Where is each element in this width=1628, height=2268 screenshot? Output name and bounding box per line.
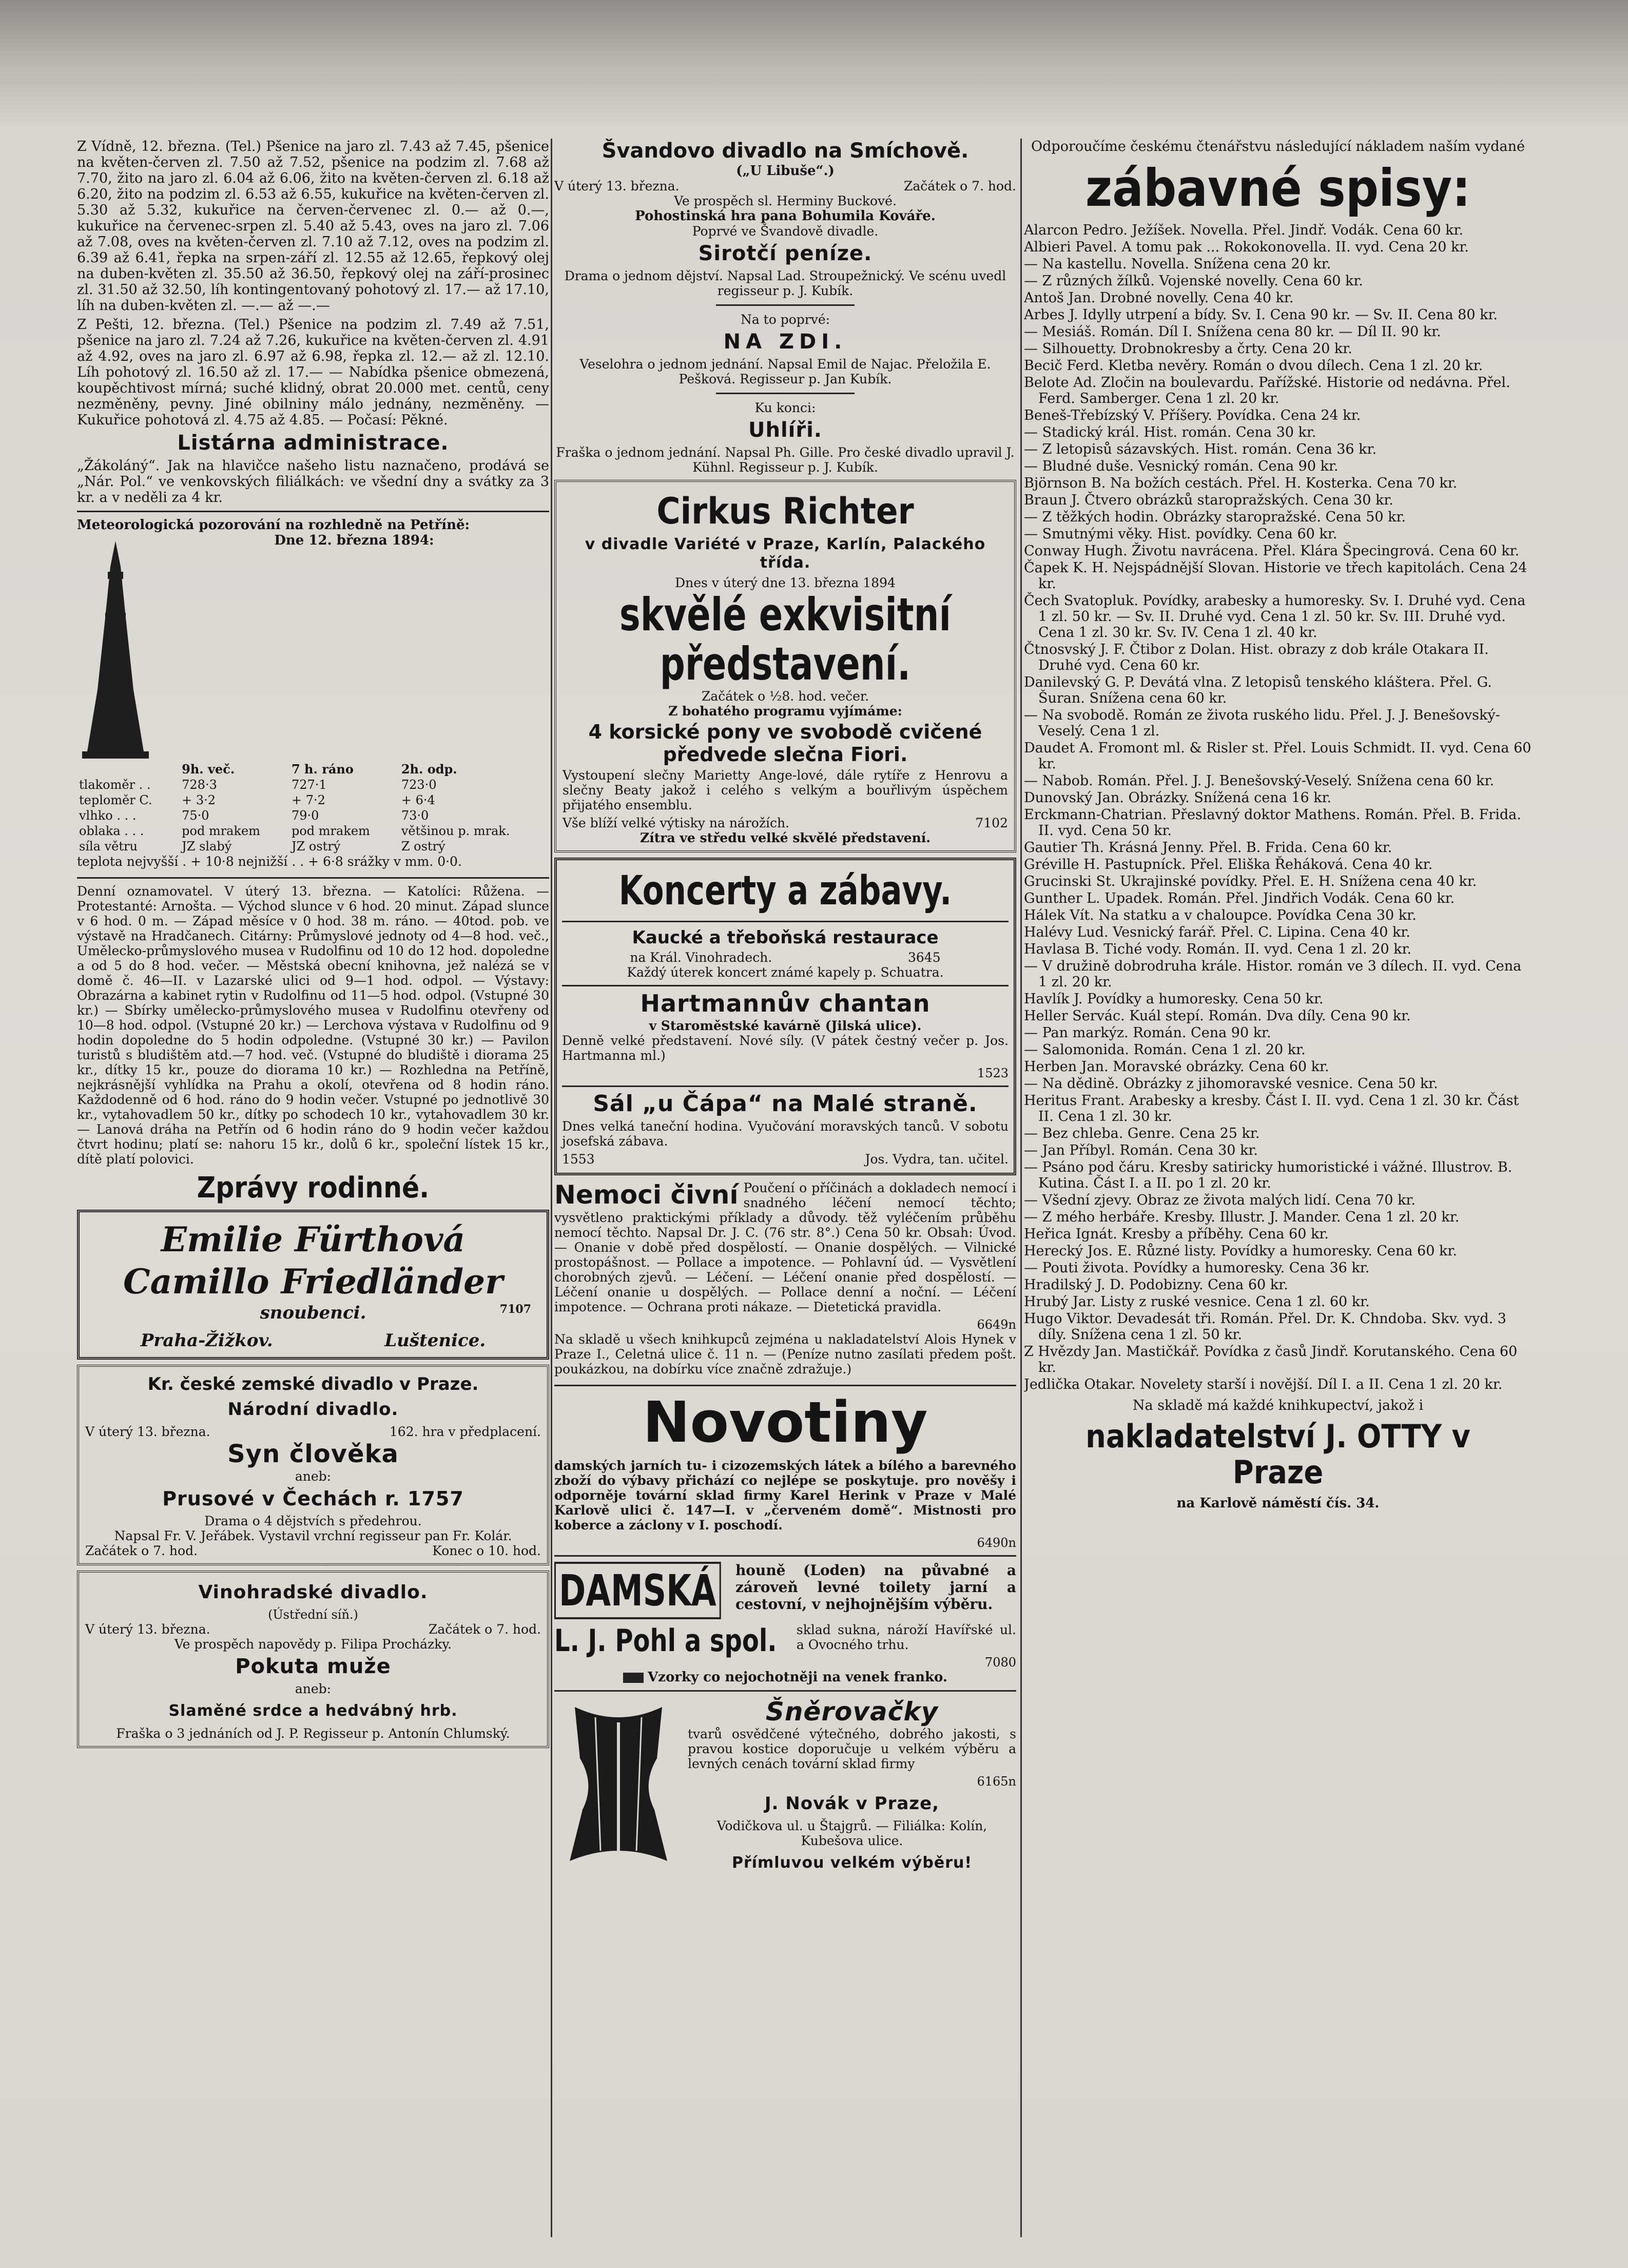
meteo-col-head: 2h. odp. bbox=[401, 762, 457, 777]
play2-desc: Veselohra o jednom jednání. Napsal Emil de Najac. Přeložila E. Pešková. Regisseur p. Jan Kubík. bbox=[579, 357, 991, 386]
book-text: Poučení o příčinách a dokladech nemocí i snadného léčení nemocí těchto; vysvětleno praktickými příklady a důvody. těž vyléčením průběhu nemocí těchto. Napsal Dr. J. C. (76 str. 8°.) Cena 50 kr. Obsah: Úvod. — Onanie v době před dospělostí. — Onanie dospělých. — Vilnické prostopášnost. — Pollace a impotence. — Pohlavní úd. — Vysvětlení chorobných zjevů. — Léčení. — Léčení onanie před dospělostí. — Léčení onanie u dospělých. — Pollace denní a noční. — Léčení impotence. — Ochrana proti nákaze. — Dietetická pravidla. bbox=[554, 1180, 1016, 1314]
market-report-pest: Z Pešti, 12. března. (Tel.) Pšenice na podzim zl. 7.49 až 7.51, pšenice na jaro zl. 7.24 až 7.26, kukuřice na květen-červen zl. 4.91 až 4.92, oves na jaro zl. 6.97 až 6.98, řepka zl. 12.— až zl. 12.10. Líh pohotový zl. 16.50 až zl. 17.— — Nabídka pšenice obmezená, koupěchtivost mírná; suché klidný, obrat 20.000 met. centů, ceny nezměněny, pevny. Jiné obilniny málo jednány, nezměněny. — Kukuřice pohotová zl. 4.75 až 4.85. — Počasí: Pěkné. bbox=[77, 317, 549, 428]
ad-number: 7107 bbox=[499, 1303, 531, 1316]
play-title-2: Prusové v Čechách r. 1757 bbox=[162, 1487, 464, 1510]
book-entry: Hálek Vít. Na statku a v chaloupce. Povídka Cena 30 kr. bbox=[1024, 907, 1417, 923]
book-title: Nemoci čivní bbox=[554, 1180, 739, 1210]
concert3-text: Dnes velká taneční hodina. Vyučování moravských tanců. V sobotu josefská zábava. bbox=[562, 1119, 1009, 1149]
book-entry: Havlík J. Povídky a humoresky. Cena 50 kr. bbox=[1024, 991, 1324, 1007]
pohl-text: sklad sukna, nároží Havířské ul. a Ovocného trhu. bbox=[796, 1622, 1016, 1652]
book-list bbox=[1024, 222, 1532, 1392]
circus-text: Vystoupení slečny Marietty Ange-lové, dále rytíře z Henrovu a slečny Beaty jakož i celého s velkým a bouřlivým úspěchem přijatého ensemblu. bbox=[563, 768, 1008, 812]
engagement-places bbox=[85, 1330, 541, 1351]
book-entry: Erckmann-Chatrian. Přeslavný doktor Mathens. Román. Přel. B. Frida. II. vyd. Cena 50 kr. bbox=[1024, 807, 1521, 839]
snero-firm: J. Novák v Praze, bbox=[764, 1793, 940, 1814]
meteo-col-head: 7 h. ráno bbox=[291, 762, 354, 777]
concert3-title: Sál „u Čápa“ na Malé straně. bbox=[593, 1091, 978, 1117]
book-entry: — Z různých žílků. Vojenské novelly. Cena 60 kr. bbox=[1024, 273, 1363, 289]
meteo-cell: 73·0 bbox=[401, 808, 429, 823]
book-entry: Havlasa B. Tiché vody. Román. II. vyd. Cena 1 zl. 20 kr. bbox=[1024, 941, 1412, 957]
end-time: Konec o 10. hod. bbox=[432, 1543, 541, 1558]
meteo-table bbox=[77, 762, 549, 854]
meteo-row-label: síla větru bbox=[79, 839, 138, 854]
theatre-subtitle: Národní divadlo. bbox=[227, 1399, 399, 1420]
book-entry: Dunovský Jan. Obrázky. Snížená cena 16 kr. bbox=[1024, 790, 1332, 806]
start-time: Začátek o 7. hod. bbox=[85, 1543, 198, 1558]
divider bbox=[554, 1555, 1016, 1557]
snero-addr: Vodičkova ul. u Štajgrů. — Filiálka: Kolín, Kubešova ulice. bbox=[716, 1818, 987, 1848]
play-title: Syn člověka bbox=[227, 1440, 399, 1468]
meteo-row bbox=[77, 839, 549, 854]
meteo-header-row bbox=[77, 762, 549, 777]
svandovo-benefit: Ve prospěch sl. Herminy Buckové. bbox=[674, 193, 897, 208]
book-entry: — Pan markýz. Román. Cena 90 kr. bbox=[1024, 1025, 1271, 1041]
circus-richter-ad bbox=[554, 480, 1016, 852]
book-entry: Halévy Lud. Vesnický farář. Přel. C. Lipina. Cena 40 kr. bbox=[1024, 924, 1410, 940]
meteo-extra: teplota nejvyšší . + 10·8 nejnižší . . + 6·8 srážky v mm. 0·0. bbox=[77, 854, 462, 869]
book-entry: Heritus Frant. Arabesky a kresby. Část I. II. vyd. Cena 1 zl. 30 kr. Část II. Cena 1 zl. 30 kr. bbox=[1024, 1093, 1519, 1125]
concert1-title: Kaucké a třeboňská restaurace bbox=[632, 927, 939, 948]
snero-text: tvarů osvědčené výtečného, dobrého jakosti, s pravou kostice doporučuje u velkém výběru a levných cenách tovární sklad firmy bbox=[688, 1727, 1016, 1771]
meteo-row-label: oblaka . . . bbox=[79, 824, 144, 838]
meteo-row bbox=[77, 792, 549, 808]
divider bbox=[716, 304, 855, 306]
meteo-cell: 723·0 bbox=[401, 778, 437, 792]
play-or: aneb: bbox=[295, 1469, 332, 1484]
book-entry: Conway Hugh. Životu navrácena. Přel. Klára Špecingrová. Cena 60 kr. bbox=[1024, 543, 1520, 559]
theatre2-or: aneb: bbox=[295, 1681, 332, 1696]
column-left bbox=[77, 139, 549, 2237]
concert2-text: Denně velké představení. Nové síly. (V pátek čestný večer p. Jos. Hartmanna ml.) bbox=[562, 1033, 1009, 1063]
snerovacky-ad bbox=[554, 1697, 1016, 1878]
play1-desc: Drama o jednom dějství. Napsal Lad. Stroupežnický. Ve scénu uvedl regisseur p. J. Kubík. bbox=[564, 268, 1006, 298]
book-entry: — V družině dobrodruha krále. Histor. román ve 3 dílech. II. vyd. Cena 1 zl. 20 kr. bbox=[1024, 958, 1522, 990]
book-entry: Arbes J. Idylly utrpení a bídy. Sv. I. Cena 90 kr. — Sv. II. Cena 80 kr. bbox=[1024, 307, 1498, 323]
novotiny-heading: Novotiny bbox=[643, 1389, 928, 1455]
listarna-text: „Žákoláný“. Jak na hlavičce našeho listu naznačeno, prodává se „Nár. Pol.“ ve venkovských filiálkách: ve všední dny a svátky za 3 kr. a v neděli za 4 kr. bbox=[77, 458, 549, 506]
svandovo-title: Švandovo divadlo na Smíchově. bbox=[602, 139, 969, 163]
publisher-intro: Odporoučíme českému čtenářstvu následující nákladem naším vydané bbox=[1031, 139, 1525, 154]
book-entry: Danilevský G. P. Devátá vlna. Z letopisů tenského kláštera. Přel. G. Šuran. Snížena cena 60 kr. bbox=[1024, 674, 1492, 706]
theatre2-desc: Fraška o 3 jednáních od J. P. Regisseur p. Antonín Chlumský. bbox=[116, 1726, 510, 1741]
book-entry: Hradilský J. D. Podobizny. Cena 60 kr. bbox=[1024, 1277, 1288, 1293]
meteo-date: Dne 12. března 1894: bbox=[274, 533, 434, 548]
circus-program: Z bohatého programu vyjímáme: bbox=[668, 704, 902, 719]
svandovo-guest: Pohostinská hra pana Bohumila Kováře. bbox=[635, 208, 936, 224]
meteo-cell: JZ slabý bbox=[182, 839, 232, 854]
book-entry: — Smutnými věky. Hist. povídky. Cena 60 kr. bbox=[1024, 526, 1338, 542]
circus-more: Vše blíží velké výtisky na nárožích. bbox=[563, 816, 790, 830]
concerts-block bbox=[554, 858, 1016, 1175]
pohl-title: L. J. Pohl a spol. bbox=[554, 1623, 777, 1659]
book-ad-nemoci bbox=[554, 1180, 1016, 1380]
meteo-cell: + 6·4 bbox=[401, 793, 435, 807]
stock-note: Na skladě má každé knihkupectví, jakož i bbox=[1132, 1398, 1424, 1413]
book-entry: Grucinski St. Ukrajinské povídky. Přel. E. H. Snížena cena 40 kr. bbox=[1024, 874, 1477, 889]
book-entry: — Z letopisů sázavských. Hist. román. Cena 36 kr. bbox=[1024, 441, 1377, 457]
bride-name: Emilie Fürthová bbox=[161, 1219, 466, 1259]
book-entry: — Jan Příbyl. Román. Cena 30 kr. bbox=[1024, 1142, 1258, 1158]
book-entry: Herecký Jos. E. Různé listy. Povídky a humoresky. Cena 60 kr. bbox=[1024, 1243, 1457, 1259]
daily-calendar: Denní oznamovatel. V úterý 13. března. — Katolíci: Růžena. — Protestanté: Arnošta. — Východ slunce v 6 hod. 20 minut. Západ slunce v 6 hod. 0 m. — Západ měsíce v 0 hod. 38 m. ráno. — 40tod. pob. ve výstavě na Hradčanech. Citárny: Průmyslové jednoty od 4—8 hod. več., Umělecko-průmyslového musea v Rudolfinu od 10 do 12 hod. dopoledne a od 5 do 8 hod. večer. — Městská obecní knihovna, jež nalézá se v domě č. 46—II. v Lazarské ulici od 9—1 hod. odpol. — Výstavy: Obrazárna a kabinet rytin v Rudolfinu od 11—5 hod. odpol. (Vstupné 30 kr.) — Sbírky umělecko-průmyslového musea v Rudolfinu otevřeny od 10—8 hod. odpol. (Vstupné 20 kr.) — Lerchova výstava v Rudolfinu od 9 hodin dopoledne do 5 hodin odpoledne. (Vstupné 30 kr.) — Pavilon turistů s bludištěm atd.—7 hod. več. (Vstupné do bludiště i diorama 25 kr., dítky 15 kr., pouze do diorama 10 kr.) — Rozhledna na Petříně, nejkrásnější vyhlídka na Prahu a okolí, otevřena od 8 hodin ráno. Každodenně od 6 hod. ráno do 9 hodin večer. Vstupné po jednotlivě 30 kr., vytahovadlem 50 kr., dítky po schodech 10 kr., vytahovadlem 30 kr. — Lanová dráha na Petřín od 6 hodin ráno do 9 hodin večer každou čtvrt hodinu; platí se: nahoru 15 kr., dolů 6 kr., společní lístek 15 kr., dítě platí polovici. bbox=[77, 884, 549, 1167]
book-entry: Albieri Pavel. A tomu pak ... Rokokonovella. II. vyd. Cena 20 kr. bbox=[1024, 239, 1469, 255]
divider bbox=[562, 921, 1009, 922]
engagement-sub-text: snoubenci. bbox=[260, 1303, 366, 1323]
meteo-cell: pod mrakem bbox=[182, 824, 260, 838]
meteo-cell: 75·0 bbox=[182, 808, 209, 823]
engagement-notice bbox=[77, 1210, 549, 1360]
book-entry: Björnson B. Na božích cestách. Přel. H. Kosterka. Cena 70 kr. bbox=[1024, 475, 1458, 491]
play3-pre: Ku konci: bbox=[754, 400, 816, 415]
pohl-ad bbox=[554, 1622, 1016, 1670]
pohl-samples-text: Vzorky co nejochotněji na venek franko. bbox=[648, 1670, 947, 1685]
meteo-heading: Meteorologická pozorování na rozhledně na Petříně: bbox=[77, 517, 470, 533]
books-heading: zábavné spisy: bbox=[1085, 158, 1471, 218]
divider bbox=[77, 877, 549, 879]
meteo-col-head: 9h. več. bbox=[182, 762, 235, 777]
theatre2-play2: Slaměné srdce a hedvábný hrb. bbox=[168, 1702, 458, 1720]
meteo-row-label: tlakoměr . . bbox=[79, 778, 151, 792]
divider bbox=[77, 511, 549, 512]
market-report-vienna: Z Vídně, 12. března. (Tel.) Pšenice na jaro zl. 7.43 až 7.45, pšenice na květen-červen zl. 7.50 až 7.52, pšenice na podzim zl. 7.68 až 7.70, žito na jaro zl. 6.04 až 6.06, žito na květen-červen zl. 6.18 až 6.20, žito na podzim zl. 6.53 až 6.55, kukuřice na květen-červen zl. 5.30 až 5.32, kukuřice na červen-červenec zl. 0.— až 0.—, kukuřice na červenec-srpen zl. 5.40 až 5.43, oves na jaro zl. 7.06 až 7.08, oves na květen-červen zl. 7.10 až 7.12, oves na podzim zl. 6.39 až 6.41, řepka na srpen-září zl. 12.55 až 12.65, řepkový olej na duben-květen zl. 35.50 až 36.50, řepkový olej na září-prosinec zl. 31.50 až 32.50, líh kontingentovaný pohotový zl. 17.— až 17.10, líh na duben-květen zl. —.— až —.— bbox=[77, 139, 549, 314]
damska-title: DAMSKÁ bbox=[554, 1562, 721, 1619]
circus-start: Začátek o ½8. hod. večer. bbox=[701, 689, 869, 704]
meteo-cell: pod mrakem bbox=[291, 824, 370, 838]
theatre-date: V úterý 13. března. bbox=[85, 1424, 210, 1439]
book-entry: Belote Ad. Zločin na boulevardu. Pařížské. Historie od nedávna. Přel. Ferd. Samberger. Cena 1 zl. 20 kr. bbox=[1024, 375, 1510, 406]
pointing-hand-icon bbox=[623, 1673, 644, 1683]
ad-number: 6165n bbox=[977, 1774, 1016, 1789]
column-rule-1 bbox=[551, 139, 552, 2237]
play2-pre: Na to poprvé: bbox=[740, 312, 830, 327]
concert3-sig: Jos. Vydra, tan. učitel. bbox=[865, 1152, 1009, 1167]
theatre-title: Kr. české zemské divadlo v Praze. bbox=[147, 1374, 479, 1394]
engagement-subtitle bbox=[85, 1303, 541, 1323]
theatre-times bbox=[85, 1543, 541, 1558]
book-entry: — Psáno pod čáru. Kresby satiricky humoristické i vážné. Illustrov. B. Kutina. Část I. a II. po 1 zl. 20 kr. bbox=[1024, 1159, 1513, 1191]
divider bbox=[562, 1085, 1009, 1087]
book-sale: Na skladě u všech knihkupců zejména u nakladatelství Alois Hynek v Praze I., Celetná ulice č. 11 n. — (Peníze nutno zasílati předem pošt. poukázkou, na dobírku více značně zdražuje.) bbox=[554, 1332, 1016, 1377]
meteo-cell: + 3·2 bbox=[182, 793, 216, 807]
book-entry: Braun J. Čtvero obrázků staropražských. Cena 30 kr. bbox=[1024, 492, 1393, 508]
ad-number: 1523 bbox=[977, 1066, 1009, 1080]
concerts-heading: Koncerty a zábavy. bbox=[618, 868, 952, 914]
theatre-date-row bbox=[85, 1424, 541, 1439]
divider bbox=[716, 393, 855, 394]
book-entry: Alarcon Pedro. Ježíšek. Novella. Přel. Jindř. Vodák. Cena 60 kr. bbox=[1024, 222, 1464, 238]
concert2-title: Hartmannův chantan bbox=[640, 990, 931, 1017]
book-entry: Gréville H. Pastupníck. Přel. Eliška Řeháková. Cena 40 kr. bbox=[1024, 857, 1433, 873]
circus-title: Cirkus Richter bbox=[656, 490, 914, 532]
snero-title: Šněrovačky bbox=[765, 1697, 939, 1727]
meteo-cell: + 7·2 bbox=[291, 793, 325, 807]
theatre2-sub: (Ústřední síň.) bbox=[268, 1607, 358, 1622]
concert2-place: v Staroměstské kavárně (Jilská ulice). bbox=[649, 1018, 922, 1033]
book-entry: Jedlička Otakar. Novelety starší i novější. Díl I. a II. Cena 1 zl. 20 kr. bbox=[1024, 1377, 1503, 1392]
corset-icon bbox=[554, 1697, 683, 1871]
divider bbox=[554, 1385, 1016, 1386]
book-entry: — Salomonida. Román. Cena 1 zl. 20 kr. bbox=[1024, 1042, 1306, 1058]
book-entry: — Bez chleba. Genre. Cena 25 kr. bbox=[1024, 1126, 1260, 1141]
meteo-cell: 79·0 bbox=[291, 808, 319, 823]
svandovo-date: V úterý 13. března. bbox=[554, 179, 680, 193]
book-entry: — Z těžkých hodin. Obrázky staropražské. Cena 50 kr. bbox=[1024, 509, 1406, 525]
circus-headline: skvělé exkvisitní představení. bbox=[619, 588, 952, 690]
ad-number: 6649n bbox=[977, 1317, 1016, 1332]
publisher-address: na Karlově náměstí čís. 34. bbox=[1176, 1496, 1380, 1511]
listarna-heading: Listárna administrace. bbox=[177, 431, 449, 455]
theatre-perf: 162. hra v předplacení. bbox=[389, 1424, 541, 1439]
concert1-text: Každý úterek koncert známé kapely p. Schuatra. bbox=[627, 965, 944, 980]
meteo-row-label: vlhko . . . bbox=[79, 808, 137, 823]
play-author: Napsal Fr. V. Jeřábek. Vystavil vrchní regisseur pan Fr. Kolár. bbox=[114, 1528, 512, 1543]
book-entry: — Silhouetty. Drobnokresby a črty. Cena 20 kr. bbox=[1024, 341, 1352, 357]
book-entry: — Pouti života. Povídky a humoresky. Cena 36 kr. bbox=[1024, 1260, 1370, 1276]
play2-title: NA ZDI. bbox=[723, 330, 847, 354]
play3-title: Uhlíři. bbox=[748, 418, 822, 442]
meteo-row bbox=[77, 808, 549, 823]
book-entry: Čech Svatopluk. Povídky, arabesky a humoresky. Sv. I. Druhé vyd. Cena 1 zl. 50 kr. — Sv. II. Druhé vyd. Cena 1 zl. 50 kr. Sv. III. Druhé vyd. Cena 1 zl. 30 kr. Sv. IV. Cena 1 zl. 40 kr. bbox=[1024, 593, 1526, 641]
meteo-cell: JZ ostrý bbox=[291, 839, 341, 854]
book-entry: Daudet A. Fromont ml. & Risler st. Přel. Louis Schmidt. II. vyd. Cena 60 kr. bbox=[1024, 740, 1532, 772]
national-theatre-ad bbox=[77, 1365, 549, 1565]
divider bbox=[554, 1690, 1016, 1692]
book-entry: Heller Servác. Kuál stepí. Román. Dva díly. Cena 90 kr. bbox=[1024, 1008, 1411, 1024]
column-rule-2 bbox=[1020, 139, 1022, 2237]
meteo-row bbox=[77, 777, 549, 792]
vinohrady-theatre-ad bbox=[77, 1571, 549, 1748]
theatre2-date: V úterý 13. března. bbox=[85, 1622, 210, 1637]
ad-number: 1553 bbox=[562, 1152, 595, 1167]
book-entry: Heřica Ignát. Kresby a příběhy. Cena 60 kr. bbox=[1024, 1226, 1329, 1242]
book-entry: Gunther L. Upadek. Román. Přel. Jindřich Vodák. Cena 60 kr. bbox=[1024, 890, 1455, 906]
book-entry: — Na svobodě. Román ze života ruského lidu. Přel. J. J. Benešovský-Veselý. Cena 1 zl. bbox=[1024, 707, 1500, 739]
book-entry: — Z mého herbáře. Kresby. Illustr. J. Mander. Cena 1 zl. 20 kr. bbox=[1024, 1209, 1460, 1225]
publisher-name: nakladatelství J. OTTY v Praze bbox=[1086, 1418, 1470, 1491]
ad-number: 7080 bbox=[984, 1655, 1016, 1670]
play3-desc: Fraška o jednom jednání. Napsal Ph. Gille. Pro české divadlo upravil J. Kühnl. Regisseur p. J. Kubík. bbox=[556, 445, 1015, 475]
scan-top-band bbox=[0, 0, 1628, 128]
groom-name: Camillo Friedländer bbox=[123, 1262, 503, 1302]
column-right bbox=[1024, 139, 1532, 2237]
column-middle bbox=[554, 139, 1016, 2237]
divider bbox=[562, 985, 1009, 986]
concert1-place: na Král. Vinohradech. bbox=[630, 950, 772, 965]
petrin-tower-illustration bbox=[77, 536, 154, 762]
snero-foot: Přímluvou velkém výběru! bbox=[731, 1854, 973, 1872]
concert1-place-row bbox=[562, 950, 1009, 965]
svandovo-sub: („U Libuše“.) bbox=[736, 163, 835, 179]
place-bride: Praha-Žižkov. bbox=[140, 1330, 273, 1351]
svandovo-date-row bbox=[554, 179, 1016, 193]
theatre2-start: Začátek o 7. hod. bbox=[428, 1622, 541, 1637]
book-entry: Čapek K. H. Nejspádnější Slovan. Historie ve třech kapitolách. Cena 24 kr. bbox=[1024, 560, 1527, 592]
concert3-sig-row bbox=[562, 1152, 1009, 1167]
book-entry: — Všední zjevy. Obraz ze života malých lidí. Cena 70 kr. bbox=[1024, 1192, 1416, 1208]
family-news-heading: Zprávy rodinné. bbox=[197, 1171, 430, 1205]
circus-ponies: 4 korsické pony ve svobodě cvičené předvede slečna Fiori. bbox=[588, 721, 982, 766]
meteo-cell: Z ostrý bbox=[401, 839, 445, 854]
book-entry: — Mesiáš. Román. Díl I. Snížena cena 80 kr. — Díl II. 90 kr. bbox=[1024, 324, 1441, 340]
meteo-row-label: teploměr C. bbox=[79, 793, 152, 807]
circus-more-row bbox=[563, 816, 1008, 830]
svandovo-first: Poprvé ve Švandově divadle. bbox=[692, 224, 879, 239]
pohl-samples bbox=[554, 1670, 1016, 1685]
book-entry: Hugo Viktor. Devadesát tři. Román. Přel. Dr. K. Chndoba. Skv. vyd. 3 díly. Snížena cena 1 zl. 50 kr. bbox=[1024, 1311, 1506, 1343]
book-entry: Becič Ferd. Kletba nevěry. Román o dvou dílech. Cena 1 zl. 20 kr. bbox=[1024, 358, 1483, 374]
book-entry: Antoš Jan. Drobné novelly. Cena 40 kr. bbox=[1024, 290, 1294, 306]
damska-text: houně (Loden) na půvabné a zároveň levné toilety jarní a cestovní, v nejhojnějším výběru. bbox=[735, 1562, 1016, 1613]
book-entry: Hrubý Jar. Listy z ruské vesnice. Cena 1 zl. 60 kr. bbox=[1024, 1294, 1370, 1310]
theatre2-play: Pokuta muže bbox=[235, 1655, 391, 1678]
book-entry: Čtnosvský J. F. Čtibor z Dolan. Hist. obrazy z dob krále Otakara II. Druhé vyd. Cena 60 kr. bbox=[1024, 642, 1489, 673]
book-entry: Z Hvězdy Jan. Mastičkář. Povídka z časů Jindř. Korutanského. Cena 60 kr. bbox=[1024, 1344, 1518, 1375]
circus-date: Dnes v úterý dne 13. března 1894 bbox=[675, 575, 896, 590]
book-entry: Beneš-Třebízský V. Příšery. Povídka. Cena 24 kr. bbox=[1024, 408, 1361, 423]
play1-title: Sirotčí peníze. bbox=[698, 242, 873, 265]
theatre2-benefit: Ve prospěch napovědy p. Filipa Procházky. bbox=[174, 1637, 452, 1652]
place-groom: Luštenice. bbox=[384, 1330, 486, 1351]
book-entry: — Nabob. Román. Přel. J. J. Benešovský-Veselý. Snížena cena 60 kr. bbox=[1024, 773, 1495, 789]
ad-number: 3645 bbox=[908, 950, 941, 965]
damska-ad bbox=[554, 1562, 1016, 1619]
book-entry: Herben Jan. Moravské obrázky. Cena 60 kr. bbox=[1024, 1059, 1329, 1075]
novotiny-text: damských jarních tu- i cizozemských látek a bílého a barevného zboží do výbavy přichází co nejlépe se poskytuje. pro nověšy i odporněje tovární sklad firmy Karel Herink v Praze v Malé Karlově ulici č. 147—I. v „červeném domě“. Mistnosti pro koberce a záclony v I. poschodí. bbox=[554, 1458, 1016, 1533]
meteo-row bbox=[77, 823, 549, 839]
svandovo-start: Začátek o 7. hod. bbox=[903, 179, 1016, 193]
circus-tomorrow: Zítra ve středu velké skvělé představení. bbox=[639, 830, 931, 845]
meteo-section bbox=[77, 533, 549, 872]
book-entry: — Bludné duše. Vesnický román. Cena 90 kr. bbox=[1024, 458, 1339, 474]
book-entry: — Na dědině. Obrázky z jihomoravské vesnice. Cena 50 kr. bbox=[1024, 1076, 1438, 1092]
book-entry: Gautier Th. Krásná Jenny. Přel. B. Frida. Cena 60 kr. bbox=[1024, 840, 1392, 856]
theatre2-title: Vinohradské divadlo. bbox=[198, 1582, 428, 1603]
meteo-cell: 727·1 bbox=[291, 778, 327, 792]
book-entry: — Na kastellu. Novella. Snížena cena 20 kr. bbox=[1024, 256, 1331, 272]
meteo-cell: 728·3 bbox=[182, 778, 217, 792]
theatre2-date-row bbox=[85, 1622, 541, 1637]
book-entry: — Stadický král. Hist. román. Cena 30 kr. bbox=[1024, 424, 1316, 440]
meteo-cell: většinou p. mrak. bbox=[401, 824, 510, 838]
play-desc: Drama o 4 dějstvích s předehrou. bbox=[204, 1514, 422, 1528]
ad-number: 7102 bbox=[975, 816, 1008, 830]
ad-number: 6490n bbox=[977, 1536, 1016, 1550]
circus-venue: v divadle Variété v Praze, Karlín, Palackého třída. bbox=[585, 535, 986, 572]
